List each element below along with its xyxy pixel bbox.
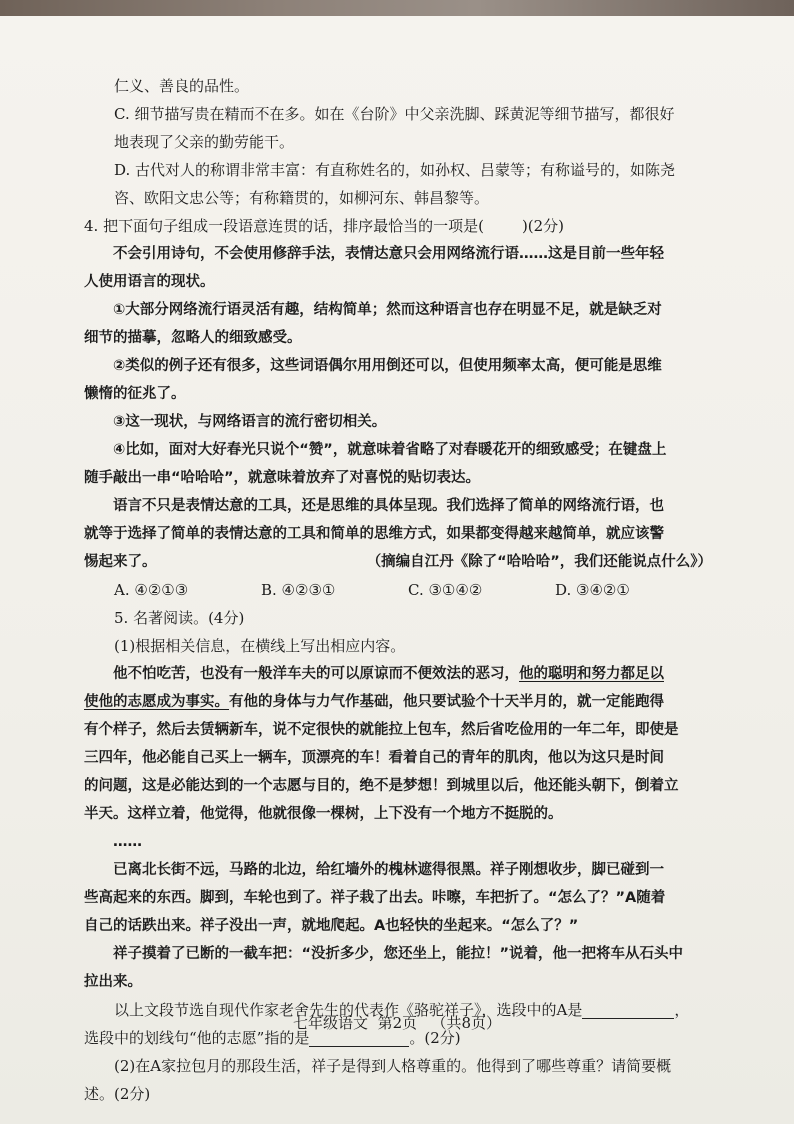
question-5-stem: 5. 名著阅读。(4分): [114, 609, 245, 627]
sentence-3: ③这一现状，与网络语言的流行密切相关。: [113, 414, 387, 430]
footer-total: （共8页）: [431, 1014, 501, 1032]
option-d-line2: 咨、欧阳文忠公等；有称籍贯的，如柳河东、韩昌黎等。: [114, 189, 490, 207]
question-5-sub2-line1: (2)在A家拉包月的那段生活，祥子是得到人格尊重的。他得到了哪些尊重？请简要概: [114, 1057, 672, 1075]
question-4-ending-line1: 语言不只是表情达意的工具，还是思维的具体呈现。我们选择了简单的网络流行语，也: [113, 498, 664, 514]
page-footer: [0, 1012, 794, 1033]
passage-1-line6: 半天。这样立着，他觉得，他就很像一棵树，上下没有一个地方不挺脱的。: [84, 806, 563, 822]
passage-1-line3: 有个样子，然后去赁辆新车，说不定很快的就能拉上包车，然后省吃俭用的一年二年，即使是: [84, 722, 679, 738]
sentence-2-line2: 懒惰的征兆了。: [84, 386, 186, 402]
fill-in-score: 。(2分): [409, 1029, 461, 1047]
sentence-4-line1: ④比如，面对大好春光只说个“赞”，就意味着省略了对春暖花开的细致感受；在键盘上: [113, 442, 667, 458]
choice-a[interactable]: A. ④②①③: [114, 581, 189, 599]
sentence-2-line1: ②类似的例子还有很多，这些词语偶尔用用倒还可以，但使用频率太高，便可能是思维: [113, 358, 662, 374]
choice-b[interactable]: B. ④②③①: [261, 581, 336, 599]
option-c-line1: C. 细节描写贵在精而不在多。如在《台阶》中父亲洗脚、踩黄泥等细节描写，都很好: [114, 105, 675, 123]
passage-1-line2: [84, 688, 712, 716]
question-5-sub2-line2: 述。(2分): [84, 1085, 151, 1103]
question-4-choices: [84, 576, 712, 604]
option-b-tail: 仁义、善良的品性。: [114, 77, 250, 95]
fill-in-prompt-a: 以上文段节选自现代作家老舍先生的代表作《骆驼祥子》，选段中的A是: [114, 1001, 583, 1019]
question-4-score: )(2分): [521, 217, 565, 235]
passage-1-line1: [84, 660, 712, 688]
passage-3-line1: 祥子摸着了已断的一截车把：“没折多少，您还坐上，能拉！”说着，他一把将车从石头中: [113, 946, 684, 962]
question-4-ending-text: 惕起来了。: [84, 554, 157, 570]
question-4-intro-line2: 人使用语言的现状。: [84, 274, 215, 290]
sentence-1-line1: ①大部分网络流行语灵活有趣，结构简单；然而这种语言也存在明显不足，就是缺乏对: [113, 302, 662, 318]
passage-3-line2: 拉出来。: [84, 974, 142, 990]
question-4-stem-text: 4. 把下面句子组成一段语意连贯的话，排序最恰当的一项是(: [84, 217, 484, 235]
underlined-sentence-part1: 他的聪明和努力都足以: [519, 666, 664, 682]
footer-page: 第2页: [377, 1014, 418, 1032]
option-d-line1: D. 古代对人的称谓非常丰富：有直称姓名的，如孙权、吕蒙等；有称谥号的，如陈尧: [114, 161, 676, 179]
passage-1-line4: 三四年，他必能自己买上一辆车，顶漂亮的车！看着自己的青年的肌肉，他以为这只是时间: [84, 750, 664, 766]
passage-2-line1: 已离北长街不远，马路的北边，给红墙外的槐林遮得很黑。祥子刚想收步，脚已碰到一: [113, 862, 664, 878]
question-5-sub1: (1)根据相关信息，在横线上写出相应内容。: [114, 637, 406, 655]
exam-content: [84, 72, 712, 1108]
fill-in-comma: ，: [674, 1001, 690, 1019]
question-4-source: （摘编自江丹《除了“哈哈哈”，我们还能说点什么》）: [366, 554, 712, 570]
sentence-1-line2: 细节的描摹，忽略人的细致感受。: [84, 330, 302, 346]
passage-1-line5: 的问题，这是必能达到的一个志愿与目的，绝不是梦想！到城里以后，他还能头朝下，倒着立: [84, 778, 679, 794]
question-4-stem: [84, 212, 712, 240]
passage-ellipsis: ……: [113, 834, 142, 850]
passage-2-line2: 些高起来的东西。脚到，车轮也到了。祥子栽了出去。咔嚓，车把折了。“怎么了？”A随着: [84, 890, 666, 906]
footer-subject: 七年级语文: [293, 1014, 369, 1032]
option-c-line2: 地表现了父亲的勤劳能干。: [114, 133, 295, 151]
question-4-ending-line2: 就等于选择了简单的表情达意的工具和简单的思维方式，如果都变得越来越简单，就应该警: [84, 526, 664, 542]
underlined-sentence-part2: 使他的志愿成为事实。: [84, 694, 229, 710]
choice-c[interactable]: C. ③①④②: [408, 581, 483, 599]
passage-1-text-cont: 有他的身体与力气作基础，他只要试验个十天半月的，就一定能跑得: [229, 694, 664, 710]
choice-d[interactable]: D. ③④②①: [555, 581, 630, 599]
scan-top-edge: [0, 0, 794, 16]
question-4-intro-line1: 不会引用诗句，不会使用修辞手法，表情达意只会用网络流行语……这是目前一些年轻: [113, 246, 664, 262]
question-4-ending-line3: [84, 548, 712, 576]
sentence-4-line2: 随手敲出一串“哈哈哈”，就意味着放弃了对喜悦的贴切表达。: [84, 470, 481, 486]
fill-in-prompt-b: 选段中的划线句“他的志愿”指的是: [84, 1029, 310, 1047]
passage-1-text: 他不怕吃苦，也没有一般洋车夫的可以原谅而不便效法的恶习，: [113, 666, 519, 682]
passage-2-line3: 自己的话跌出来。祥子没出一声，就地爬起。A也轻快的坐起来。“怎么了？”: [84, 918, 579, 934]
